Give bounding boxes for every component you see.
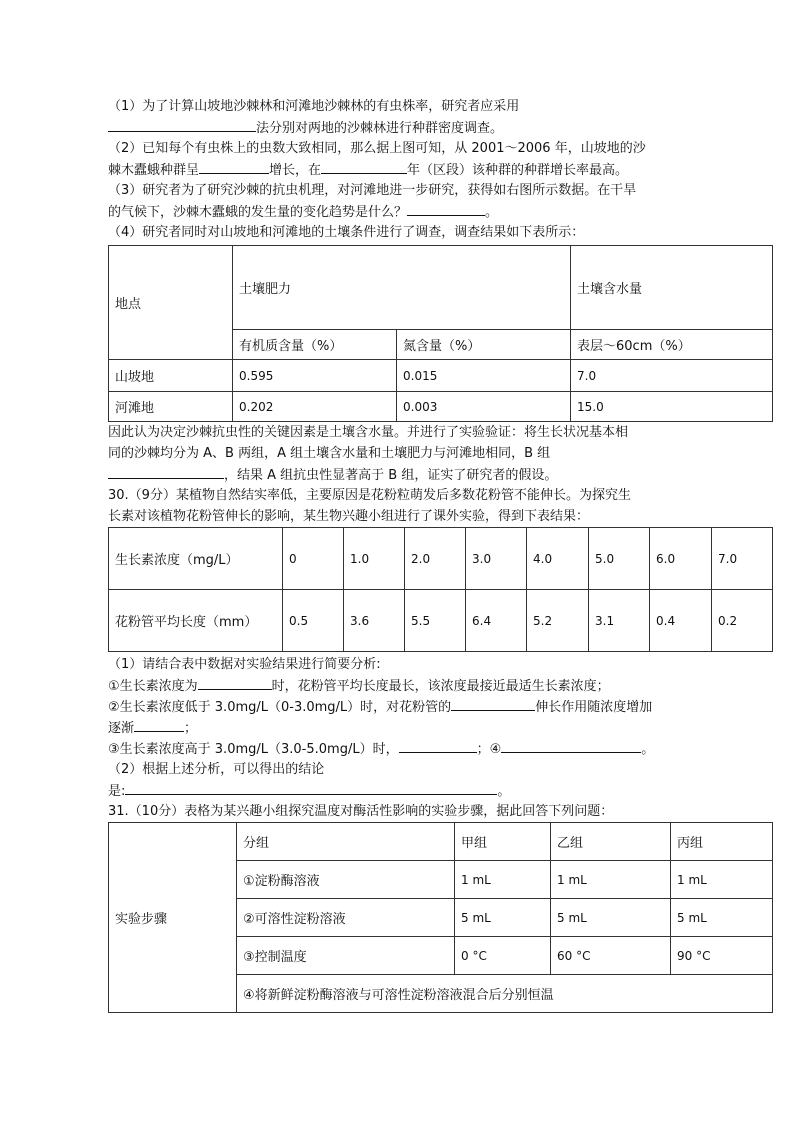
q29-conclusion-line3: ，结果 A 组抗虫性显著高于 B 组，证实了研究者的假设。 [108, 464, 772, 485]
table-row: 生长素浓度（mg/L） 0 1.0 2.0 3.0 4.0 5.0 6.0 7.0 [109, 528, 773, 590]
q29-part3-line1: （3）研究者为了研究沙棘的抗虫机理，对河滩地进一步研究，获得如右图所示数据。在干旱 [108, 183, 637, 198]
subheader-nitrogen: 氮含量（%） [397, 330, 571, 360]
table-row: ④将新鲜淀粉酶溶液与可溶性淀粉溶液混合后分别恒温 [109, 975, 773, 1013]
table-row: ③控制温度 0 °C 60 °C 90 °C [109, 937, 773, 975]
answer-blank[interactable] [125, 780, 497, 795]
table-row: 河滩地 0.202 0.003 15.0 [109, 392, 773, 422]
q30-sub1: （1）请结合表中数据对实验结果进行简要分析: [108, 657, 381, 672]
group-header: 分组 [237, 823, 455, 861]
q30-sub1-item1: ①生长素浓度为 时，花粉管平均长度最长，该浓度最接近最适生长素浓度； [108, 675, 772, 696]
q30-sub1-item2: ②生长素浓度低于 3.0mg/L（0-3.0mg/L）时，对花粉管的 伸长作用随浓度增加 [108, 696, 772, 717]
table-row: ②可溶性淀粉溶液 5 mL 5 mL 5 mL [109, 899, 773, 937]
enzyme-table: 实验步骤 分组 甲组 乙组 丙组 ①淀粉酶溶液 1 mL 1 mL 1 mL ②可溶性淀粉溶液 5 mL 5 mL 5 mL ③控制温度 0 °C 60 °C 90 °C ④将新鲜淀粉酶溶液与可溶性淀粉溶液混合后分别恒温 [108, 822, 773, 1013]
answer-blank[interactable] [198, 675, 272, 690]
q30-sub1-item2b: 逐渐 ； [108, 717, 772, 738]
q29-part1-line1: （1）为了计算山坡地沙棘林和河滩地沙棘林的有虫株率，研究者应采用 [108, 99, 520, 114]
document-page [108, 96, 772, 1013]
answer-blank[interactable] [321, 159, 407, 174]
q29-conclusion-line1: 因此认为决定沙棘抗虫性的关键因素是土壤含水量。并进行了实验验证：将生长状况基本相 [108, 425, 629, 440]
table-row: 山坡地 0.595 0.015 7.0 [109, 360, 773, 392]
q30-sub1-item3: ③生长素浓度高于 3.0mg/L（3.0-5.0mg/L）时， ；④ 。 [108, 738, 772, 759]
q30-header-line1: 30.（9分）某植物自然结实率低，主要原因是花粉粒萌发后多数花粉管不能伸长。为探究生 [108, 488, 631, 503]
answer-blank[interactable] [108, 464, 224, 479]
answer-blank[interactable] [134, 717, 184, 732]
q29-part1-line2: 法分别对两地的沙棘林进行种群密度调查。 [108, 117, 772, 138]
table-row: 花粉管平均长度（mm） 0.5 3.6 5.5 6.4 5.2 3.1 0.4 0.2 [109, 590, 773, 652]
header-place: 地点 [109, 246, 233, 360]
steps-label: 实验步骤 [109, 823, 237, 1013]
subheader-organic: 有机质含量（%） [233, 330, 397, 360]
q29-conclusion-line2: 同的沙棘均分为 A、B 两组，A 组土壤含水量和土壤肥力与河滩地相同，B 组 [108, 446, 551, 461]
auxin-table [108, 527, 773, 652]
subheader-depth: 表层～60cm（%） [571, 330, 773, 360]
row-label-length: 花粉管平均长度（mm） [109, 590, 283, 652]
q30-sub2-answer: 是: 。 [108, 780, 772, 801]
q29-part3-line2: 的气候下，沙棘木蠹蛾的发生量的变化趋势是什么？ 。 [108, 201, 772, 222]
answer-blank[interactable] [399, 738, 477, 753]
q30-sub2: （2）根据上述分析，可以得出的结论 [108, 762, 325, 777]
answer-blank[interactable] [199, 159, 269, 174]
answer-blank[interactable] [451, 696, 535, 711]
header-fertility: 土壤肥力 [233, 246, 571, 330]
soil-table [108, 245, 773, 422]
q29-part4-line: （4）研究者同时对山坡地和河滩地的土壤条件进行了调查，调查结果如下表所示： [108, 225, 585, 240]
q31-header: 31.（10分）表格为某兴趣小组探究温度对酶活性影响的实验步骤，据此回答下列问题： [108, 804, 614, 819]
answer-blank[interactable] [501, 738, 641, 753]
q30-header-line2: 长素对该植物花粉管伸长的影响，某生物兴趣小组进行了课外实验，得到下表结果： [108, 509, 590, 524]
answer-blank[interactable] [108, 117, 256, 132]
row-label-concentration: 生长素浓度（mg/L） [109, 528, 283, 590]
answer-blank[interactable] [407, 201, 485, 216]
table-row: ①淀粉酶溶液 1 mL 1 mL 1 mL [109, 861, 773, 899]
header-water: 土壤含水量 [571, 246, 773, 330]
q29-part2-line1: （2）已知每个有虫株上的虫数大致相同，那么据上图可知，从 2001～2006 年，山坡地的沙 [108, 141, 646, 156]
q29-part2-line2: 棘木蠹蛾种群呈 增长，在 年（区段）该种群的种群增长率最高。 [108, 159, 772, 180]
